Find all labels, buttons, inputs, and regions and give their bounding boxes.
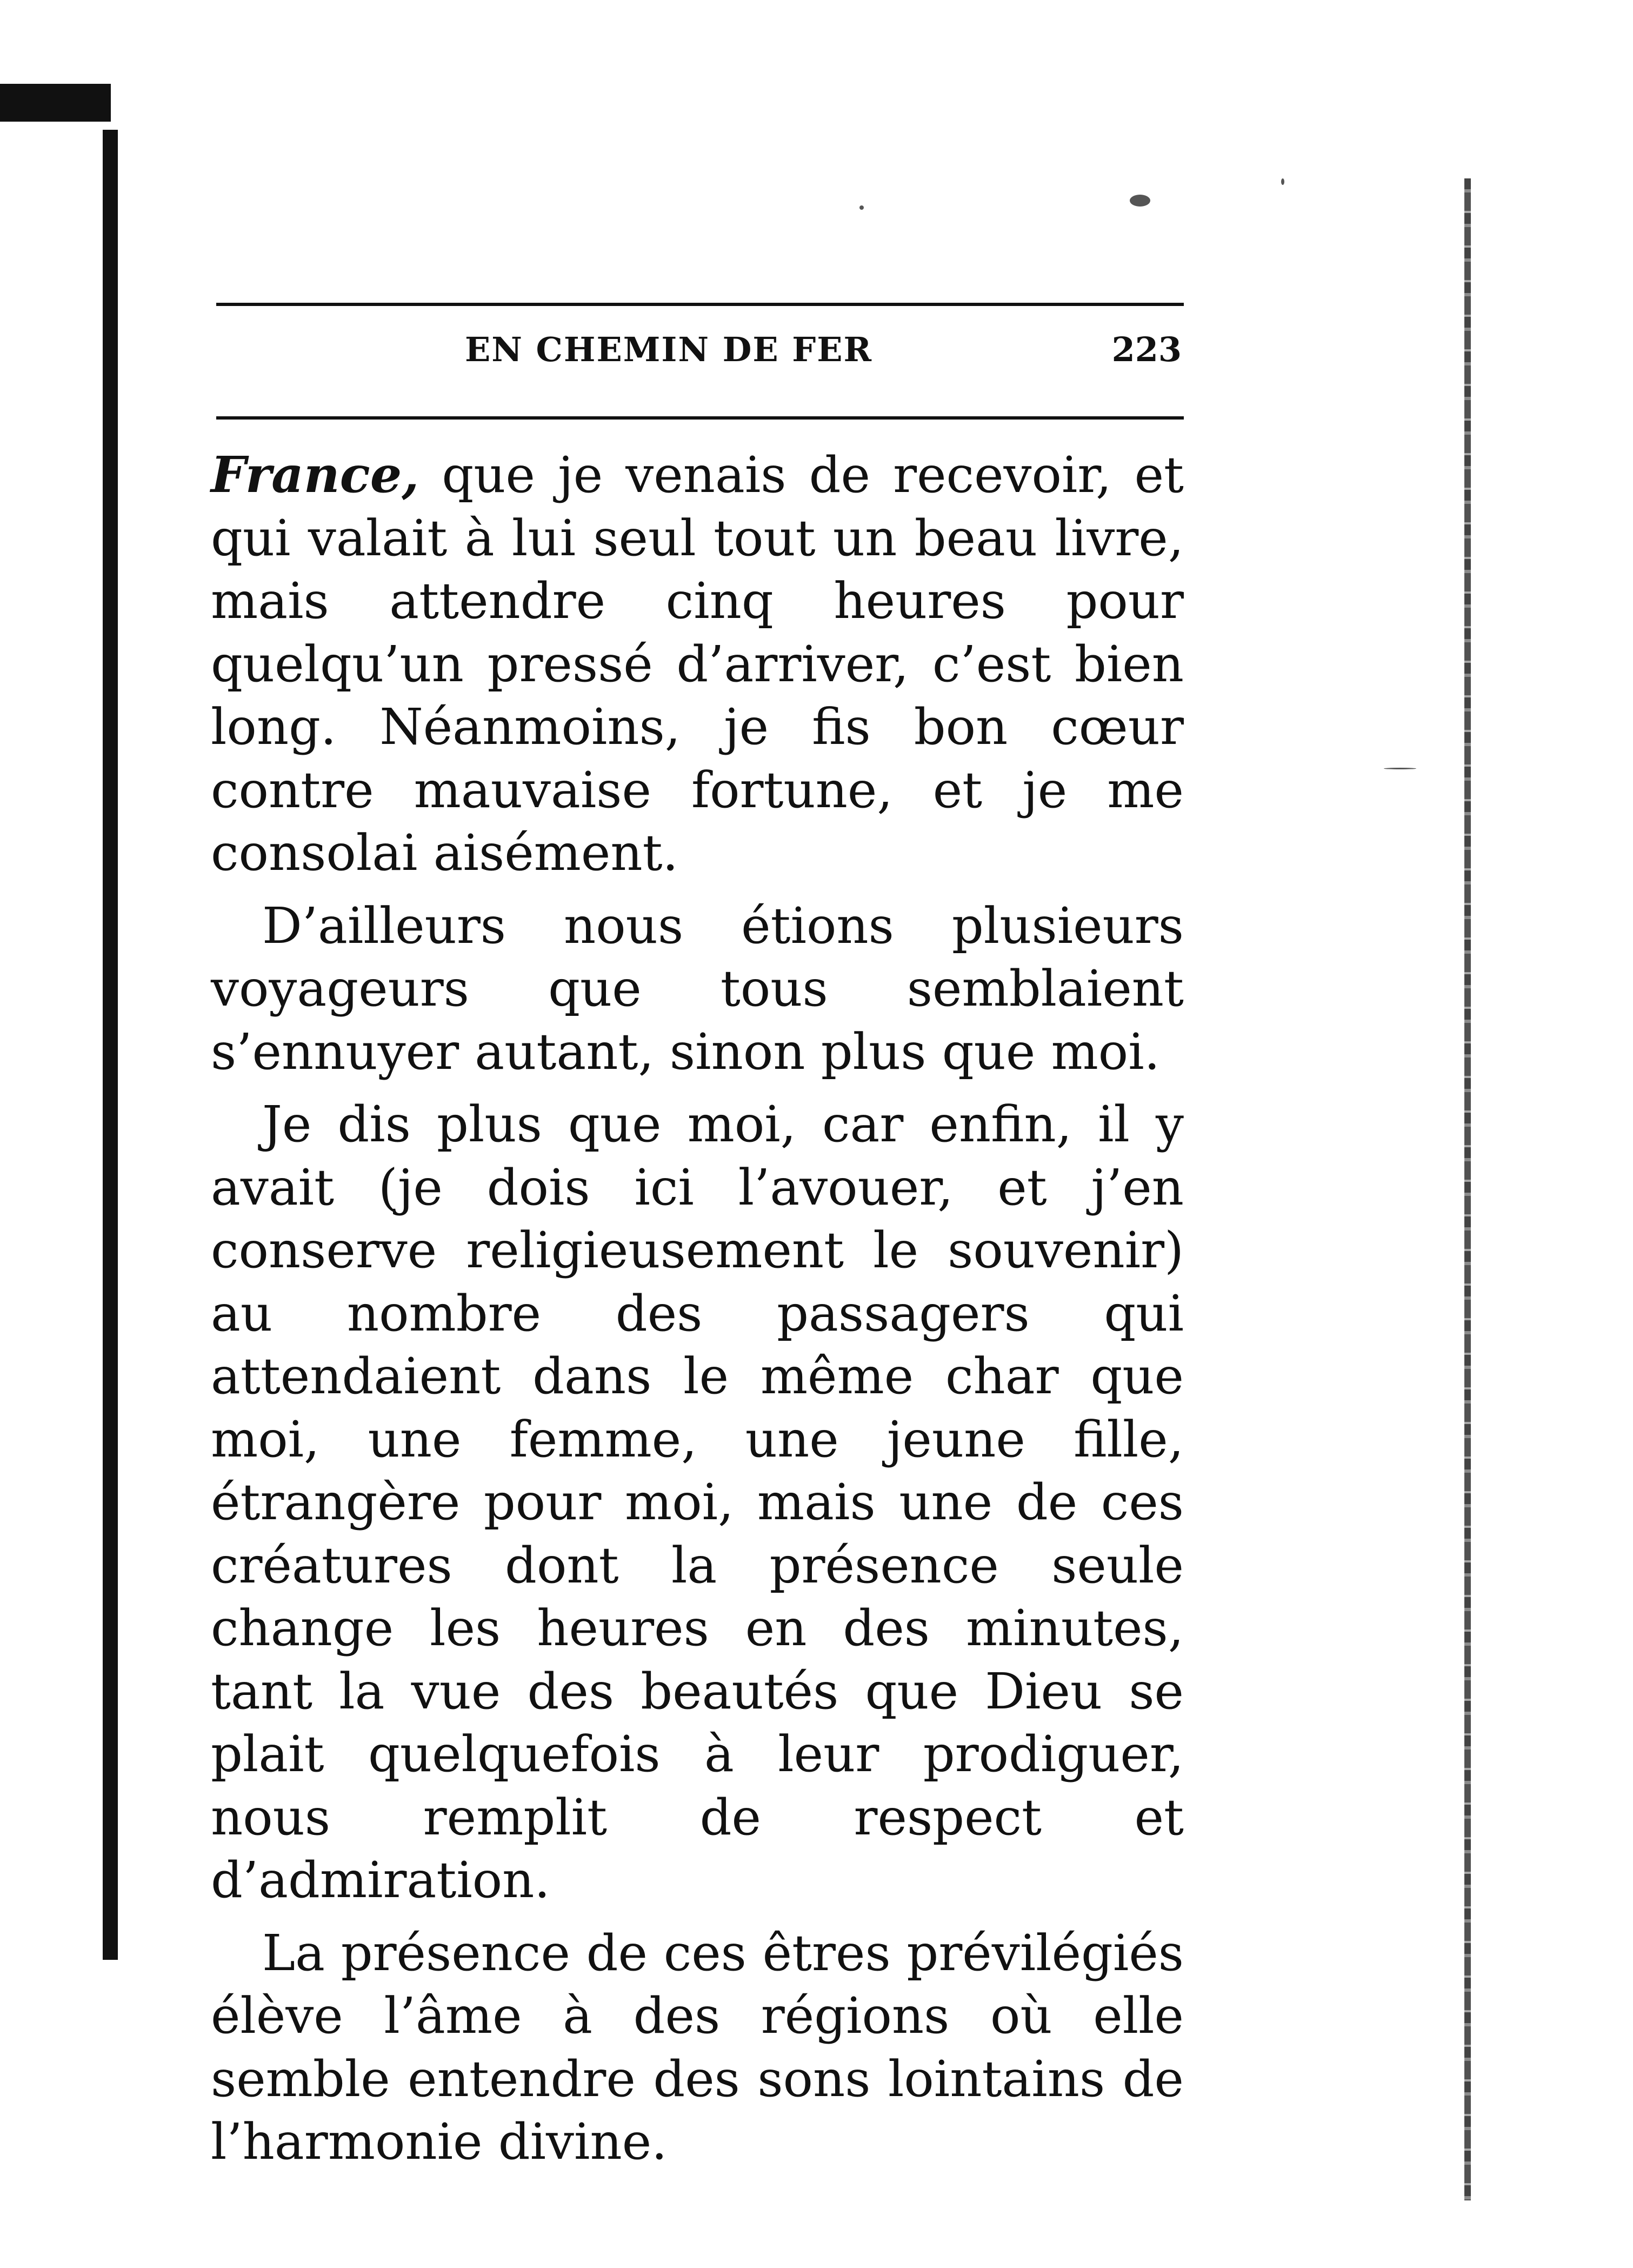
paragraph — [211, 1093, 1184, 1912]
header-rule-bottom — [216, 416, 1184, 420]
scan-speck — [1130, 195, 1150, 207]
left-binding-bar — [103, 130, 118, 1960]
paragraph — [211, 443, 1184, 885]
scan-speck — [1281, 178, 1284, 185]
running-head: EN CHEMIN DE FER — [465, 330, 872, 369]
header-rule-top — [216, 303, 1184, 306]
body-text — [211, 443, 1184, 2184]
page-number: 223 — [1111, 330, 1182, 369]
paragraph-text: D’ailleurs nous étions plusieurs voyageurs que tous semblaient s’ennuyer autant, sinon plus que moi. — [211, 896, 1184, 1081]
scan-speck — [1384, 768, 1416, 769]
paragraph — [211, 895, 1184, 1084]
italic-word: France, — [211, 445, 419, 504]
right-edge-strip — [1464, 178, 1471, 2200]
scan-corner-block — [0, 84, 111, 122]
paragraph-text: que je venais de recevoir, et qui valait à lui seul tout un beau livre, mais attendre cinq heures pour quelqu’un pressé d’arriver, c’est bien long. Néanmoins, je fis bon cœur contre mauvaise fortune, et je me consolai aisément. — [211, 446, 1184, 882]
paragraph — [211, 1922, 1184, 2174]
paragraph-text: Je dis plus que moi, car enfin, il y avait (je dois ici l’avouer, et j’en conserve religieusement le souvenir) au nombre des passagers qui attendaient dans le même char que moi, une femme, une jeune fille, étrangère pour moi, mais une de ces créatures dont la présence seule change les heures en des minutes, tant la vue des beautés que Dieu se plait quelquefois à leur prodiguer, nous remplit de respect et d’admiration. — [211, 1095, 1184, 1909]
paragraph-text: La présence de ces êtres prévilégiés élève l’âme à des régions où elle semble entendre des sons lointains de l’harmonie divine. — [211, 1924, 1184, 2171]
scan-speck — [859, 205, 864, 210]
